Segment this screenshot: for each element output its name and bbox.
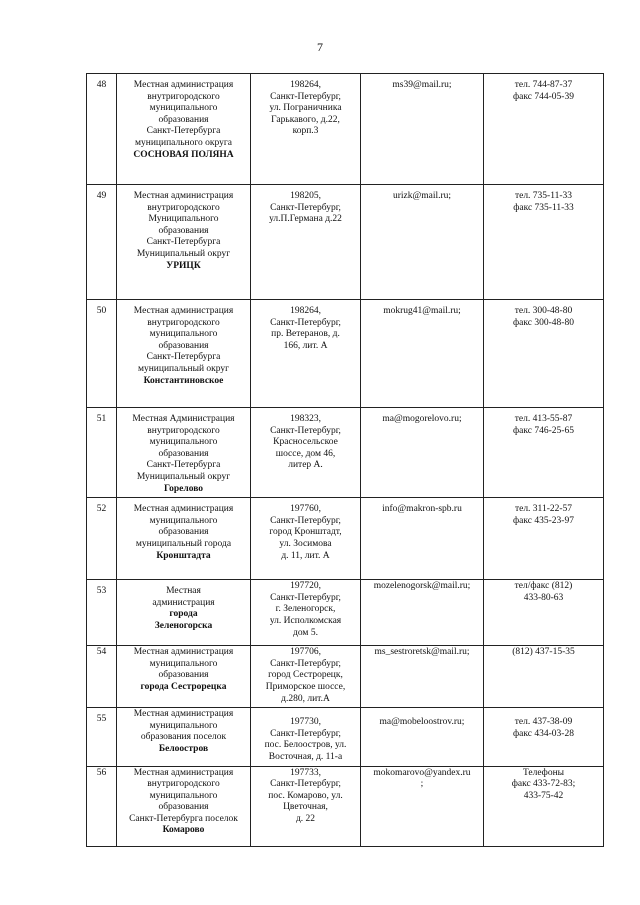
email-address: info@makron-spb.ru bbox=[382, 504, 462, 515]
address-line: 198323, bbox=[290, 414, 321, 424]
name-line: образования bbox=[158, 448, 209, 459]
address-line: Цветочная, bbox=[283, 802, 328, 813]
address-line: д.280, лит.А bbox=[281, 693, 330, 704]
email bbox=[361, 646, 484, 708]
phone-line: 433-80-63 bbox=[523, 592, 564, 603]
name-line: муниципальный округ bbox=[137, 363, 230, 374]
address bbox=[251, 766, 361, 846]
email bbox=[361, 74, 484, 185]
name-line: Местная администрация bbox=[133, 504, 234, 515]
address-line: 197706, bbox=[290, 647, 321, 658]
table-row bbox=[87, 300, 604, 408]
name-line: Местная Администрация bbox=[132, 414, 235, 424]
address-line: Санкт-Петербург, bbox=[270, 317, 341, 328]
address bbox=[251, 300, 361, 408]
phone bbox=[484, 74, 604, 185]
organization-name bbox=[117, 580, 251, 646]
phone-line: факс 300-48-80 bbox=[513, 317, 574, 328]
municipality-name: Константиновское bbox=[143, 375, 224, 386]
address bbox=[251, 708, 361, 766]
name-line: Местная администрация bbox=[133, 80, 234, 90]
address-line: 197720, bbox=[290, 581, 321, 592]
municipality-name: Горелово bbox=[163, 483, 204, 494]
email-address: mozelenogorsk@mail.ru; bbox=[373, 581, 471, 592]
name-line: образования bbox=[158, 114, 209, 125]
address bbox=[251, 74, 361, 185]
table-row bbox=[87, 498, 604, 580]
email bbox=[361, 408, 484, 498]
email-address: ms_sestroretsk@mail.ru; bbox=[374, 647, 470, 658]
address-line: ул. Исполкомская bbox=[269, 615, 342, 626]
municipality-name: Белоостров bbox=[158, 743, 209, 754]
name-line: Местная bbox=[166, 586, 201, 597]
name-line: муниципальный города bbox=[135, 538, 232, 549]
name-line: Местная администрация bbox=[133, 647, 234, 658]
name-line: муниципального bbox=[149, 720, 218, 731]
phone-line: Телефоны bbox=[522, 767, 565, 778]
name-line: Санкт-Петербурга поселок bbox=[129, 813, 238, 824]
address-line: 197733, bbox=[290, 767, 321, 778]
address-line: Восточная, д. 11-а bbox=[268, 751, 343, 762]
address-line: Санкт-Петербург, bbox=[270, 202, 341, 213]
name-line: Местная администрация bbox=[133, 306, 234, 316]
address-line: город Кронштадт, bbox=[269, 527, 342, 538]
name-line: администрация bbox=[152, 597, 215, 608]
address-line: Красносельское bbox=[273, 437, 338, 448]
name-line: внутригородского bbox=[147, 202, 220, 213]
organization-name bbox=[117, 408, 251, 498]
phone-line: факс 735-11-33 bbox=[513, 202, 574, 213]
phone-line: факс 435-23-97 bbox=[513, 515, 574, 526]
address-line: д. 11, лит. А bbox=[281, 550, 330, 561]
name-line: муниципального bbox=[149, 658, 218, 669]
address-line: корп.3 bbox=[292, 126, 319, 137]
name-line: Санкт-Петербурга bbox=[146, 126, 221, 137]
name-line: образования поселок bbox=[140, 732, 227, 743]
name-line: внутригородского bbox=[147, 317, 220, 328]
table-row bbox=[87, 708, 604, 766]
phone-line: факс 744-05-39 bbox=[513, 91, 574, 102]
name-line: внутригородского bbox=[147, 779, 220, 790]
organization-name bbox=[117, 300, 251, 408]
municipality-name: СОСНОВАЯ ПОЛЯНА bbox=[133, 149, 234, 160]
address-line: Санкт-Петербург, bbox=[270, 728, 341, 739]
table-row bbox=[87, 646, 604, 708]
row-number: 51 bbox=[87, 408, 117, 498]
name-line: образования bbox=[158, 670, 209, 681]
name-line: Муниципальный округ bbox=[136, 248, 231, 259]
address-line: 197730, bbox=[290, 717, 321, 728]
name-line: муниципального bbox=[149, 515, 218, 526]
phone-line: факс 433-72-83; bbox=[511, 779, 576, 790]
address-line: Санкт-Петербург, bbox=[270, 592, 341, 603]
phone-line: тел. 735-11-33 bbox=[514, 191, 573, 201]
phone-line: факс 746-25-65 bbox=[513, 425, 574, 436]
email bbox=[361, 766, 484, 846]
phone bbox=[484, 766, 604, 846]
address-line: Санкт-Петербург, bbox=[270, 658, 341, 669]
name-line: муниципального bbox=[149, 790, 218, 801]
name-line: внутригородского bbox=[147, 425, 220, 436]
organization-name bbox=[117, 646, 251, 708]
address bbox=[251, 646, 361, 708]
email bbox=[361, 498, 484, 580]
table-row bbox=[87, 408, 604, 498]
name-line: муниципального bbox=[149, 329, 218, 340]
email-address: mokomarovo@yandex.ru bbox=[373, 767, 471, 778]
address-line: дом 5. bbox=[293, 627, 318, 638]
name-line: муниципального округа bbox=[134, 137, 233, 148]
phone-line: тел. 437-38-09 bbox=[514, 717, 573, 728]
name-line: Местная администрация bbox=[133, 191, 234, 201]
municipality-name: Кронштадта bbox=[156, 550, 211, 561]
address-line: Приморское шоссе, bbox=[265, 681, 346, 692]
organization-name bbox=[117, 74, 251, 185]
phone bbox=[484, 646, 604, 708]
row-number: 50 bbox=[87, 300, 117, 408]
row-number: 49 bbox=[87, 185, 117, 300]
address-line: Санкт-Петербург, bbox=[270, 779, 341, 790]
municipality-name: Комарово bbox=[162, 825, 205, 836]
page-number: 7 bbox=[317, 40, 323, 54]
table-row bbox=[87, 766, 604, 846]
row-number: 52 bbox=[87, 498, 117, 580]
row-number: 55 bbox=[87, 708, 117, 766]
row-number: 48 bbox=[87, 74, 117, 185]
name-line: Муниципальный округ bbox=[136, 471, 231, 482]
phone bbox=[484, 708, 604, 766]
address bbox=[251, 185, 361, 300]
address-line: г. Зеленогорск, bbox=[275, 604, 336, 615]
address bbox=[251, 408, 361, 498]
table-row bbox=[87, 580, 604, 646]
address-line: 197760, bbox=[290, 504, 321, 515]
address-line: д. 22 bbox=[295, 813, 316, 824]
phone bbox=[484, 185, 604, 300]
phone-line: тел. 300-48-80 bbox=[514, 306, 573, 316]
name-line: Муниципального bbox=[148, 214, 219, 225]
address-line: 198205, bbox=[290, 191, 321, 201]
name-line: образования bbox=[158, 340, 209, 351]
phone-line: 433-75-42 bbox=[523, 790, 564, 801]
name-line: муниципального bbox=[149, 437, 218, 448]
name-line: Санкт-Петербурга bbox=[146, 352, 221, 363]
email bbox=[361, 300, 484, 408]
address-line: пос. Белоостров, ул. bbox=[264, 740, 347, 751]
address-line: Санкт-Петербург, bbox=[270, 515, 341, 526]
name-line: образования bbox=[158, 802, 209, 813]
address-line: пос. Комарово, ул. bbox=[268, 790, 343, 801]
table-row bbox=[87, 185, 604, 300]
address-line: город Сестрорецк, bbox=[268, 670, 343, 681]
municipality-name: города Сестрорецка bbox=[140, 681, 227, 692]
address-line: 198264, bbox=[290, 306, 321, 316]
address-line: шоссе, дом 46, bbox=[275, 448, 336, 459]
email-address: ma@mobeloostrov.ru; bbox=[379, 717, 465, 728]
address-line: Санкт-Петербург, bbox=[270, 425, 341, 436]
address-line: ул. Зосимова bbox=[279, 538, 332, 549]
email-address: mokrug41@mail.ru; bbox=[383, 306, 461, 316]
municipality-name: Зеленогорска bbox=[154, 620, 213, 631]
name-line: образования bbox=[158, 527, 209, 538]
address-line: 166, лит. А bbox=[283, 340, 328, 351]
municipality-name: УРИЦК bbox=[166, 260, 201, 271]
email-address: urizk@mail.ru; bbox=[392, 191, 452, 201]
phone bbox=[484, 498, 604, 580]
phone-line: тел. 744-87-37 bbox=[514, 80, 573, 90]
phone-line: тел/факс (812) bbox=[514, 581, 573, 592]
email-address: ms39@mail.ru; bbox=[392, 80, 452, 90]
row-number: 53 bbox=[87, 580, 117, 646]
name-line: образования bbox=[158, 225, 209, 236]
municipal-administrations-table bbox=[86, 73, 604, 847]
phone-line: тел. 311-22-57 bbox=[514, 504, 573, 515]
email bbox=[361, 708, 484, 766]
name-line: Санкт-Петербурга bbox=[146, 460, 221, 471]
email bbox=[361, 580, 484, 646]
address-line: пр. Ветеранов, д. bbox=[271, 329, 340, 340]
organization-name bbox=[117, 498, 251, 580]
email-address: ma@mogorelovo.ru; bbox=[382, 414, 462, 424]
table-row bbox=[87, 74, 604, 185]
name-line: Санкт-Петербурга bbox=[146, 237, 221, 248]
organization-name bbox=[117, 766, 251, 846]
name-line: Местная администрация bbox=[133, 767, 234, 778]
email bbox=[361, 185, 484, 300]
phone bbox=[484, 408, 604, 498]
organization-name bbox=[117, 185, 251, 300]
phone bbox=[484, 300, 604, 408]
name-line: Местная администрация bbox=[133, 709, 234, 720]
row-number: 56 bbox=[87, 766, 117, 846]
address-line: ул.П.Германа д.22 bbox=[269, 214, 342, 225]
address bbox=[251, 498, 361, 580]
phone-line: (812) 437-15-35 bbox=[512, 647, 575, 658]
organization-name bbox=[117, 708, 251, 766]
phone bbox=[484, 580, 604, 646]
municipality-name: города bbox=[169, 609, 198, 620]
address-line: Санкт-Петербург, bbox=[270, 91, 341, 102]
phone-line: факс 434-03-28 bbox=[513, 728, 574, 739]
email-address-continuation: ; bbox=[420, 779, 424, 790]
address-line: Гарькавого, д.22, bbox=[271, 114, 340, 125]
name-line: внутригородского bbox=[147, 91, 220, 102]
phone-line: тел. 413-55-87 bbox=[514, 414, 573, 424]
address-line: ул. Пограничника bbox=[269, 103, 342, 114]
address bbox=[251, 580, 361, 646]
address-line: литер А. bbox=[288, 460, 323, 471]
row-number: 54 bbox=[87, 646, 117, 708]
address-line: 198264, bbox=[290, 80, 321, 90]
name-line: муниципального bbox=[149, 103, 218, 114]
